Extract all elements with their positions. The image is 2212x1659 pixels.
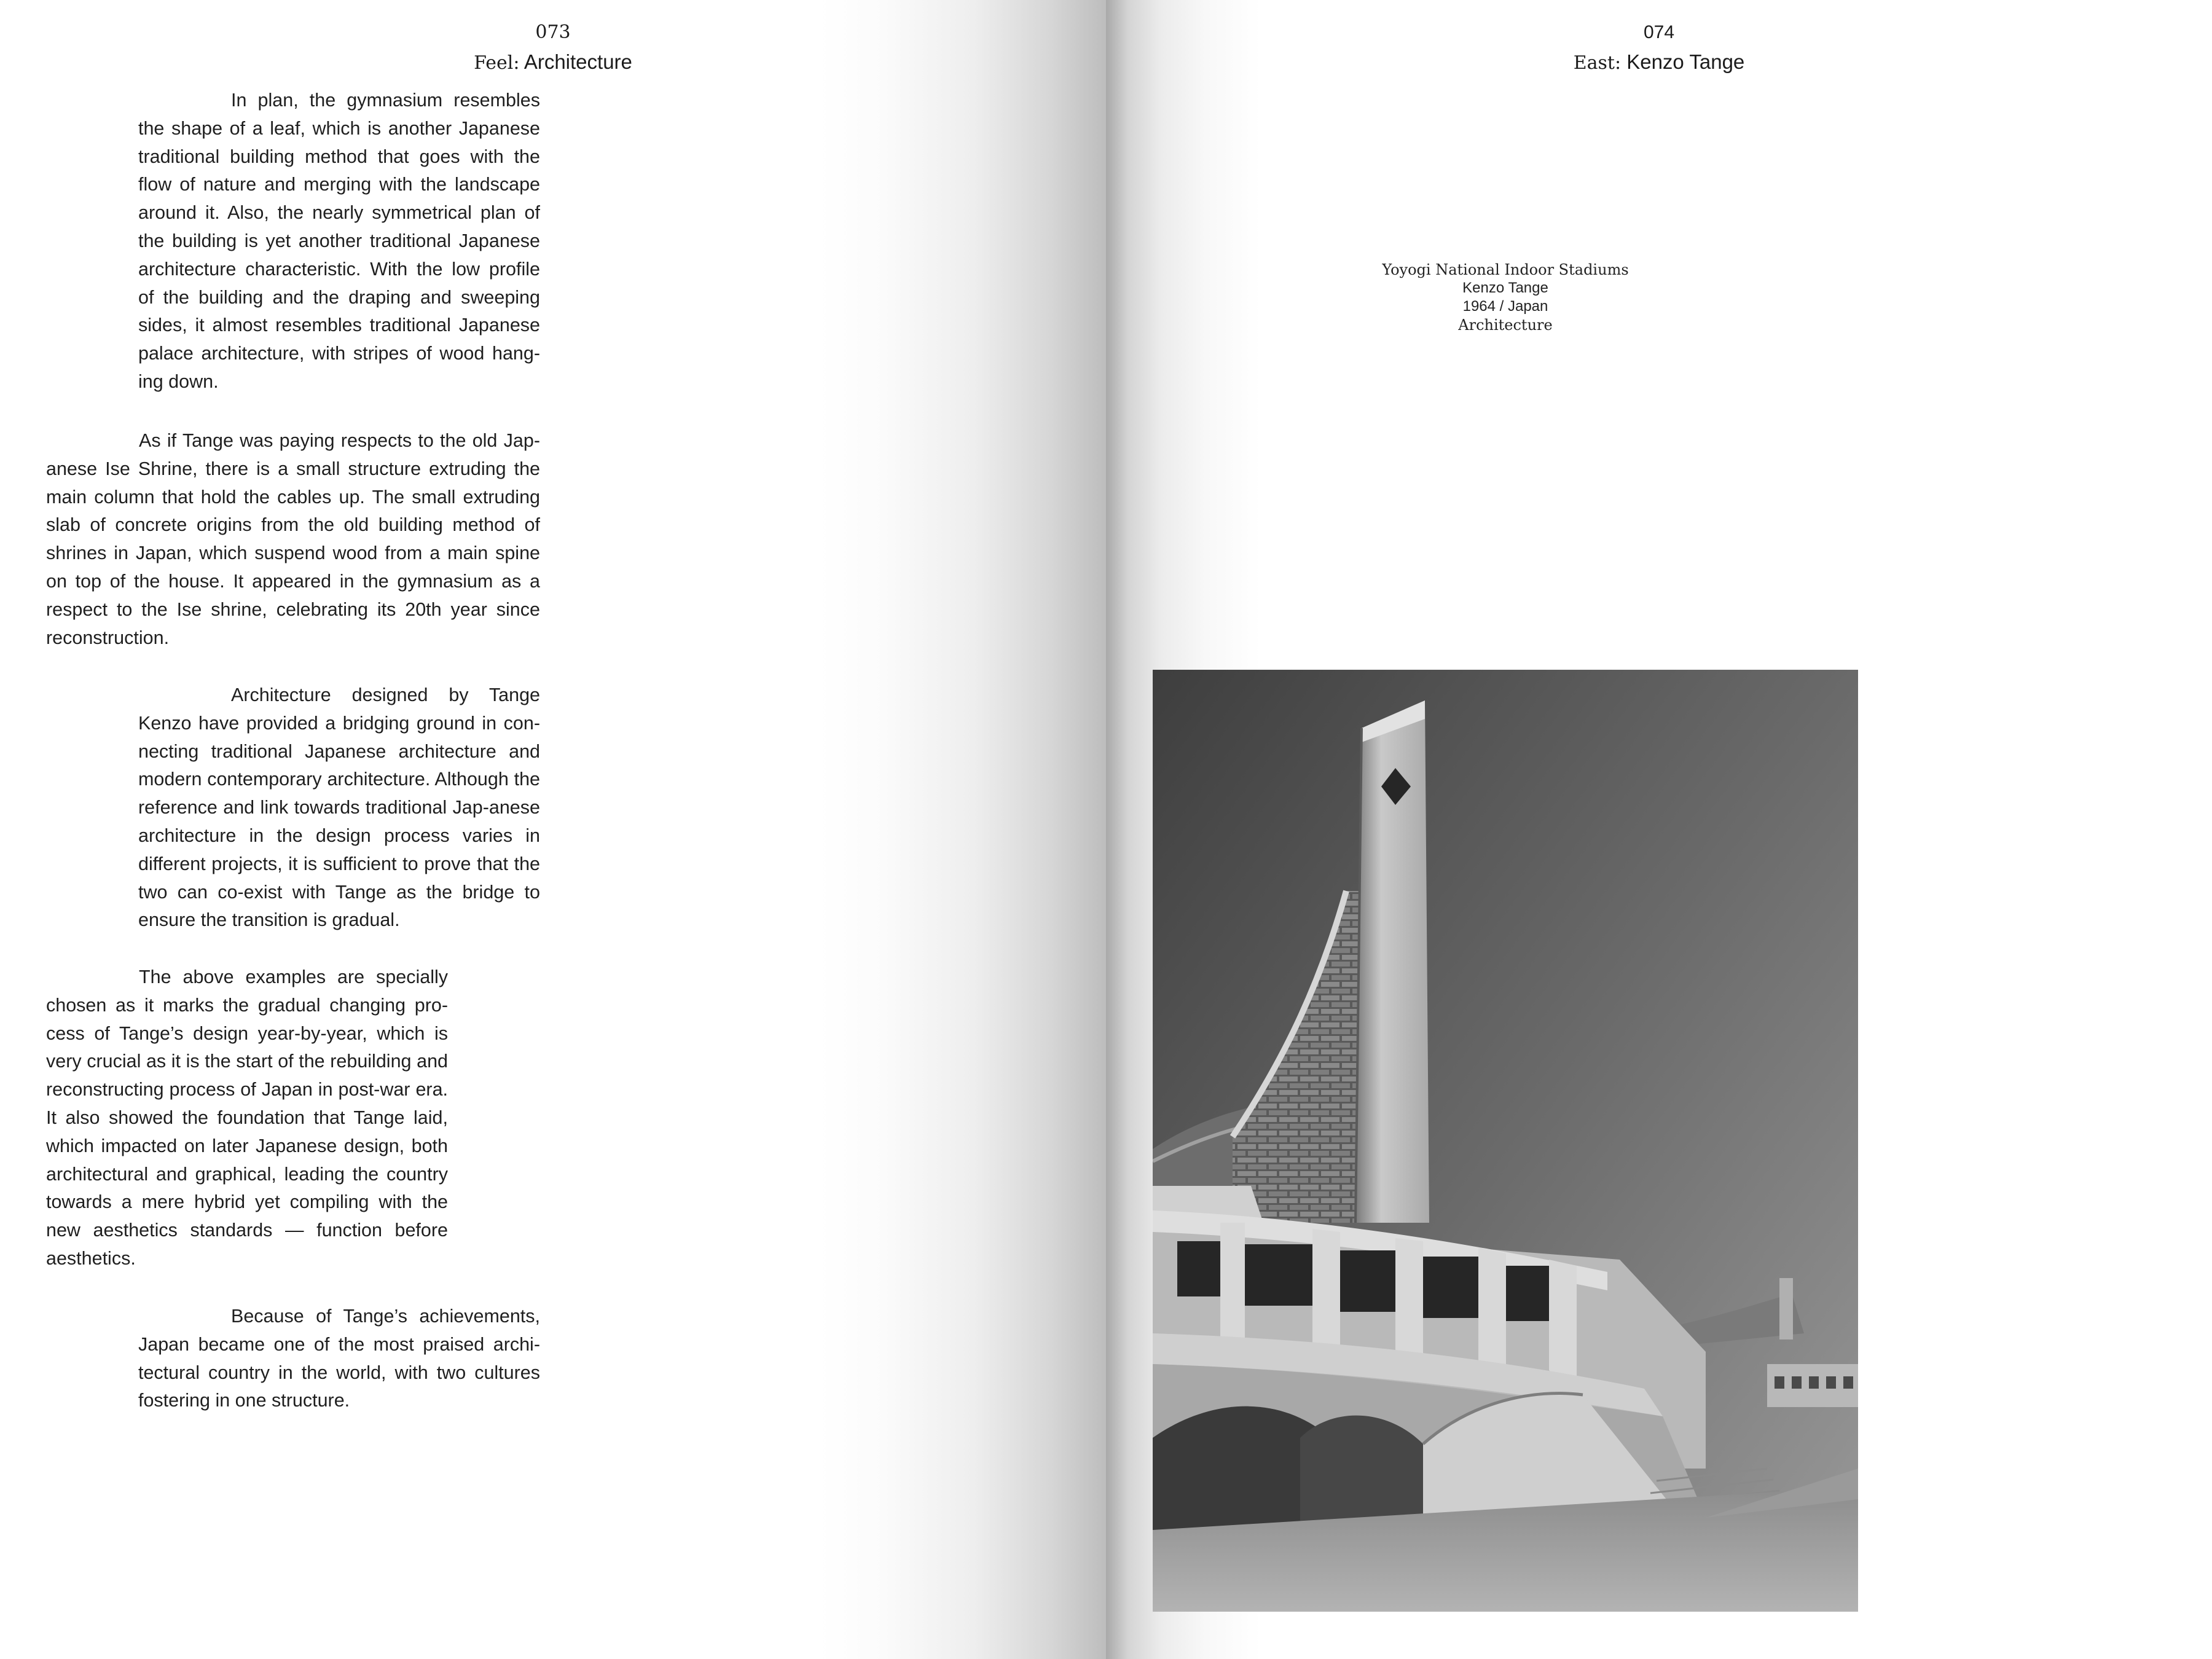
running-title-text: Architecture (524, 50, 632, 73)
page-number: 074 (1643, 22, 1675, 42)
running-title-text: Kenzo Tange (1626, 50, 1745, 73)
running-title-prefix: East: (1573, 52, 1622, 74)
caption-title: Yoyogi National Indoor Stadiums (1382, 261, 1629, 278)
body-paragraph-2: As if Tange was paying respects to the old Jap-anese Ise Shrine, there is a small structure extruding the main column that hold the cables up. The small extruding slab of concrete origins from the old building method of shrines in Japan, which suspend wood from a main spine on top of the house. It appeared in the gymnasium as a respect to the Ise shrine, celebrating its 20th year since reconstruction. (46, 430, 540, 648)
stadium-illustration (1153, 670, 1858, 1612)
body-paragraph-5: Because of Tange’s achievements, Japan became one of the most praised archi-tectural country in the world, with two cultures fostering in one structure. (138, 1306, 540, 1411)
left-page-header (369, 18, 737, 79)
page-number: 073 (535, 22, 571, 43)
photo-caption (1321, 261, 1690, 334)
body-paragraph-1: In plan, the gymnasium resembles the shape of a leaf, which is another Japanese traditional building method that goes with the flow of nature and merging with the landscape around it. Also, the nearly symmetrical plan of the building is yet another traditional Japanese architecture characteristic. With the low profile of the building and the draping and sweeping sides, it almost resembles traditional Japanese palace architecture, with stripes of wood hang-ing down. (138, 90, 540, 392)
running-title (1475, 47, 1843, 79)
body-paragraph-3: Architecture designed by Tange Kenzo have provided a bridging ground in con-necting traditional Japanese architecture and modern contemporary architecture. Although the reference and link towards traditional Jap-anese architecture in the design process varies in different projects, it is sufficient to prove that the two can co-exist with Tange as the bridge to ensure the transition is gradual. (138, 684, 540, 931)
body-paragraph-4: The above examples are specially chosen as it marks the gradual changing pro-cess of Tange’s design year-by-year, which is very crucial as it is the start of the rebuilding and reconstructing process of Japan in post-war era. It also showed the foundation that Tange laid, which impacted on later Japanese design, both architectural and graphical, leading the country towards a mere hybrid yet compiling with the new aesthetics standards — function before aesthetics. (46, 967, 448, 1269)
stadium-photograph (1153, 670, 1858, 1612)
caption-category: Architecture (1458, 316, 1553, 334)
running-title (369, 47, 737, 79)
right-page-header (1475, 18, 1843, 79)
caption-year-place: 1964 / Japan (1462, 298, 1548, 315)
running-title-prefix: Feel: (474, 52, 520, 74)
caption-architect: Kenzo Tange (1462, 280, 1548, 296)
